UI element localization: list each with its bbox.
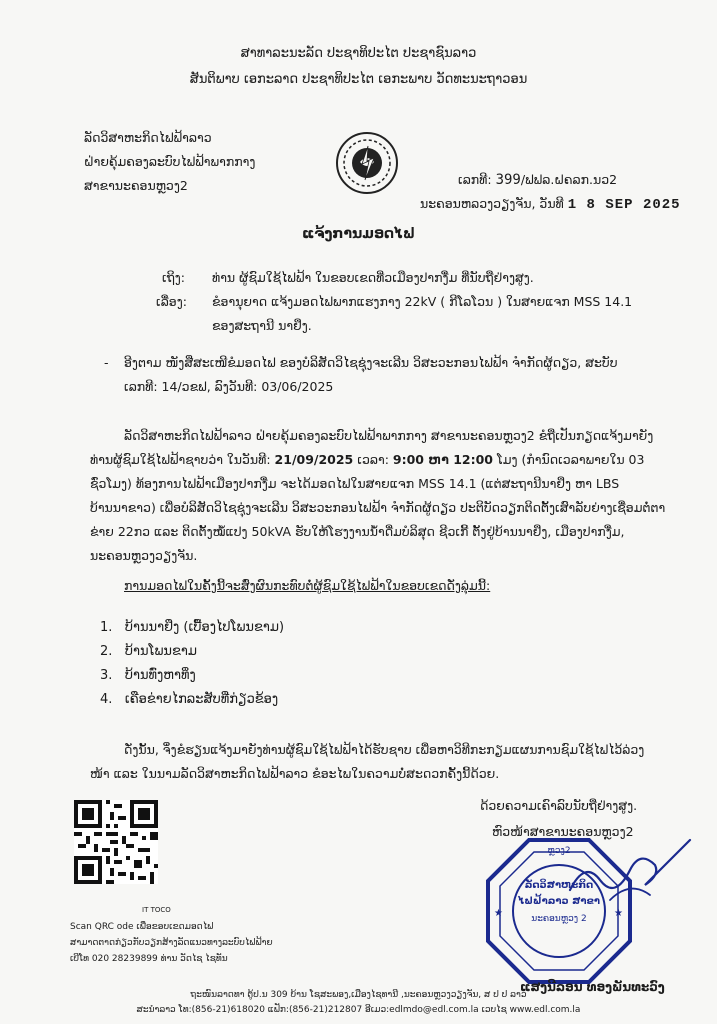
closing-line2: ໜ້າ ແລະ ໃນນາມລັດວິສາຫະກິດໄຟຟ້າລາວ ຂໍອະໄພໃນຄວາມບໍ່ສະດວກຄັ້ງນີ້ດ້ວຍ.	[90, 766, 500, 781]
national-header-line2: ສັນຕິພາບ ເອກະລາດ ປະຊາທິປະໄຕ ເອກະພາບ ວັດທະນະຖາວອນ	[189, 72, 528, 87]
subject-line2: ຂອງສະຖານີ ນາຢຶງ.	[212, 318, 312, 333]
stamp-top-text: ຫຼວງ2	[547, 846, 571, 856]
respect-line: ດ້ວຍຄວາມເຄົາລົບນັບຖືຢ່າງສູງ.	[480, 798, 638, 813]
reference-item-line1: ອີງຕາມ ໜັງສືສະເໜີຂໍມອດໄຟ ຂອງບໍລິສັດວິໄຊຊຸ່ງຈະເລີນ ວິສະວະກອນໄຟຟ້າ ຈໍາກັດຜູ້ດຽວ, ສະບັບ	[124, 355, 618, 370]
stamp-line2: ໄຟຟ້າລາວ ສາຂາ	[517, 896, 601, 907]
qr-caption-line2: ສາມາດຕາດກ່ຽວກັບວຽກສ້າງລັດແນວທາງລະບົບໄຟຟ້າຍ	[70, 938, 273, 948]
recipient-label: ເຖິງ:	[162, 270, 185, 285]
qr-caption-line3: ເບີໂທ 020 28239899 ທ່ານ ວັດໄຊ ໄຊທັນ	[70, 954, 228, 964]
reference-number: ເລກທີ: 399/ຟຟລ.ຝຄລກ.ນວ2	[458, 172, 618, 188]
org-name-line3: ສາຂານະຄອນຫຼວງ2	[84, 178, 188, 193]
body-line6: ນະຄອນຫຼວງວຽງຈັນ.	[90, 548, 198, 563]
body-line2: ທ່ານຜູ້ຊົມໃຊ້ໄຟຟ້າຊາບວ່າ ໃນວັນທີ: 21/09/2025 ເວລາ: 9:00 ຫາ 12:00 ໂມງ (ກໍານົດເວລາພາຍໃນ 03	[90, 452, 645, 467]
date-stamp: 1 8 SEP 2025	[567, 197, 681, 213]
subject-label: ເລື່ອງ:	[156, 294, 187, 309]
subject-line1: ຂໍອານຸຍາດ ແຈ້ງມອດໄຟພາກແຮງກາງ 22kV ( ກີໂລໂວນ ) ໃນສາຍແຈກ MSS 14.1	[212, 294, 633, 309]
list-item: 1. ບ້ານນາຢຶງ (ເບື້ອງໄປໂພນຂາມ)	[100, 620, 285, 635]
affected-areas-heading: ການມອດໄຟໃນຄັ້ງນີ້ຈະສົ່ງຜົນກະທົບຕໍ່ຜູ້ຊົມໃຊ້ໄຟຟ້າໃນຂອບເຂດດັ່ງລຸ່ມນີ້:	[124, 578, 491, 593]
list-item: 3. ບ້ານທົ່ງຫາທິ່ງ	[100, 668, 196, 683]
qr-code[interactable]	[74, 800, 158, 884]
body-line1: ລັດວິສາຫະກິດໄຟຟ້າລາວ ຝ່າຍຄຸ້ມຄອງລະບົບໄຟຟ້າພາກກາງ ສາຂານະຄອນຫຼວງ2 ຂໍຖືເປັນກຽດແຈ້ງມາຍັງ	[124, 428, 654, 443]
qr-corner-label: IT TOCO	[142, 906, 171, 914]
qr-caption-line1: Scan QRC ode ເພື່ອຂອບເຂດມອດໄຟ	[70, 922, 214, 932]
body-line5: ຂ່າຍ 22ກວ ແລະ ຕິດຕັ້ງໝໍ້ແປງ 50kVA ຮັບໃຫ້ໂຮງງານນ້ຳດື່ມບໍລິສຸດ ຊີວເກີ້ ຕັ້ງຢູ່ບ້ານນາຢຶງ, ເມືອງປາກງື່ມ,	[90, 524, 625, 539]
list-item: 4. ເຄືອຂ່າຍໄກລະສັບທີ່ກ່ຽວຂ້ອງ	[100, 692, 279, 707]
footer-address: ຖະໜົນລາດທາ ຕູ້ປ.ນ 309 ບ້ານ ໂຊສະພອງ,ເມືອງໄຊທານີ ,ນະຄອນຫຼວງວຽງຈັນ, ສ ປ ປ ລາວ	[190, 990, 527, 1000]
stamp-line3: ນະຄອນຫຼວງ 2	[531, 914, 587, 924]
footer-contact: ສະນຳລາວ ໂທ:(856-21)618020 ແຟັກ:(856-21)212807 ອີເມວ:edlmdo@edl.com.la ເວບໄຊ www.edl.com.la	[136, 1005, 581, 1015]
svg-text:★: ★	[614, 908, 623, 919]
body-line3: ຊົ່ວໂມງ) ທ້ອງການໄຟຟ້າເມືອງປາກງື່ມ ຈະໄດ້ມອດໄຟໃນສາຍແຈກ MSS 14.1 (ແຕ່ສະຖານີນາຢຶງ ຫາ LBS	[90, 476, 620, 491]
signer-position: ຫົວໜ້າສາຂານະຄອນຫຼວງ2	[492, 824, 634, 839]
org-name-line2: ຝ່າຍຄຸ້ມຄອງລະບົບໄຟຟ້າພາກກາງ	[84, 154, 256, 169]
national-header-line1: ສາທາລະນະລັດ ປະຊາທິປະໄຕ ປະຊາຊົນລາວ	[240, 46, 477, 61]
recipient-text: ທ່ານ ຜູ້ຊົມໃຊ້ໄຟຟ້າ ໃນຂອບເຂດທີ່ວເມືອງປາກງື່ມ ທີ່ນັບຖືຢ່າງສູງ.	[212, 270, 534, 285]
reference-item-line2: ເລກທີ: 14/ວຂຟ, ລົງວັນທີ: 03/06/2025	[124, 379, 334, 394]
handwritten-signature	[560, 820, 700, 920]
reference-number-handwritten: 399	[495, 172, 521, 188]
outage-date: 21/09/2025	[274, 452, 354, 467]
document-title: ແຈ້ງການມອດໄຟ	[302, 226, 415, 242]
reference-bullet: -	[104, 355, 109, 370]
edl-logo-icon	[332, 128, 402, 198]
signer-name: ແສງນີລອນ ທອງພັນທະວົງ	[520, 980, 665, 994]
body-line4: ບ້ານນາຂາວ) ເພື່ອບໍລິສັດວິໄຊຊຸ່ງຈະເລີນ ວິສະວະກອນໄຟຟ້າ ຈໍາກັດຜູ້ດຽວ ປະຕິບັດວຽກຕິດຕັ້ງເສົາລັບຍ່າງເຊື່ອມຕໍ່ຕາ	[90, 500, 666, 515]
closing-line1: ດັ່ງນັ້ນ, ຈຶ່ງຂໍຮຽນແຈ້ງມາຍັງທ່ານຜູ້ຊົມໃຊ້ໄຟຟ້າໄດ້ຮັບຊາບ ເພື່ອຫາວິທີກະກຽມແຜນການຊົມໃຊ້ໄຟໄວ້ລ່ວງ	[124, 742, 645, 757]
outage-time: 9:00 ຫາ 12:00	[392, 452, 494, 467]
reference-date: ນະຄອນຫລວງວຽງຈັນ, ວັນທີ 1 8 SEP 2025	[420, 196, 681, 213]
org-name-line1: ລັດວິສາຫະກິດໄຟຟ້າລາວ	[84, 130, 212, 145]
stamp-line1: ລັດວິສາຫະກິດ	[524, 880, 594, 891]
list-item: 2. ບ້ານໂພນຂາມ	[100, 644, 197, 659]
svg-text:★: ★	[494, 908, 503, 919]
